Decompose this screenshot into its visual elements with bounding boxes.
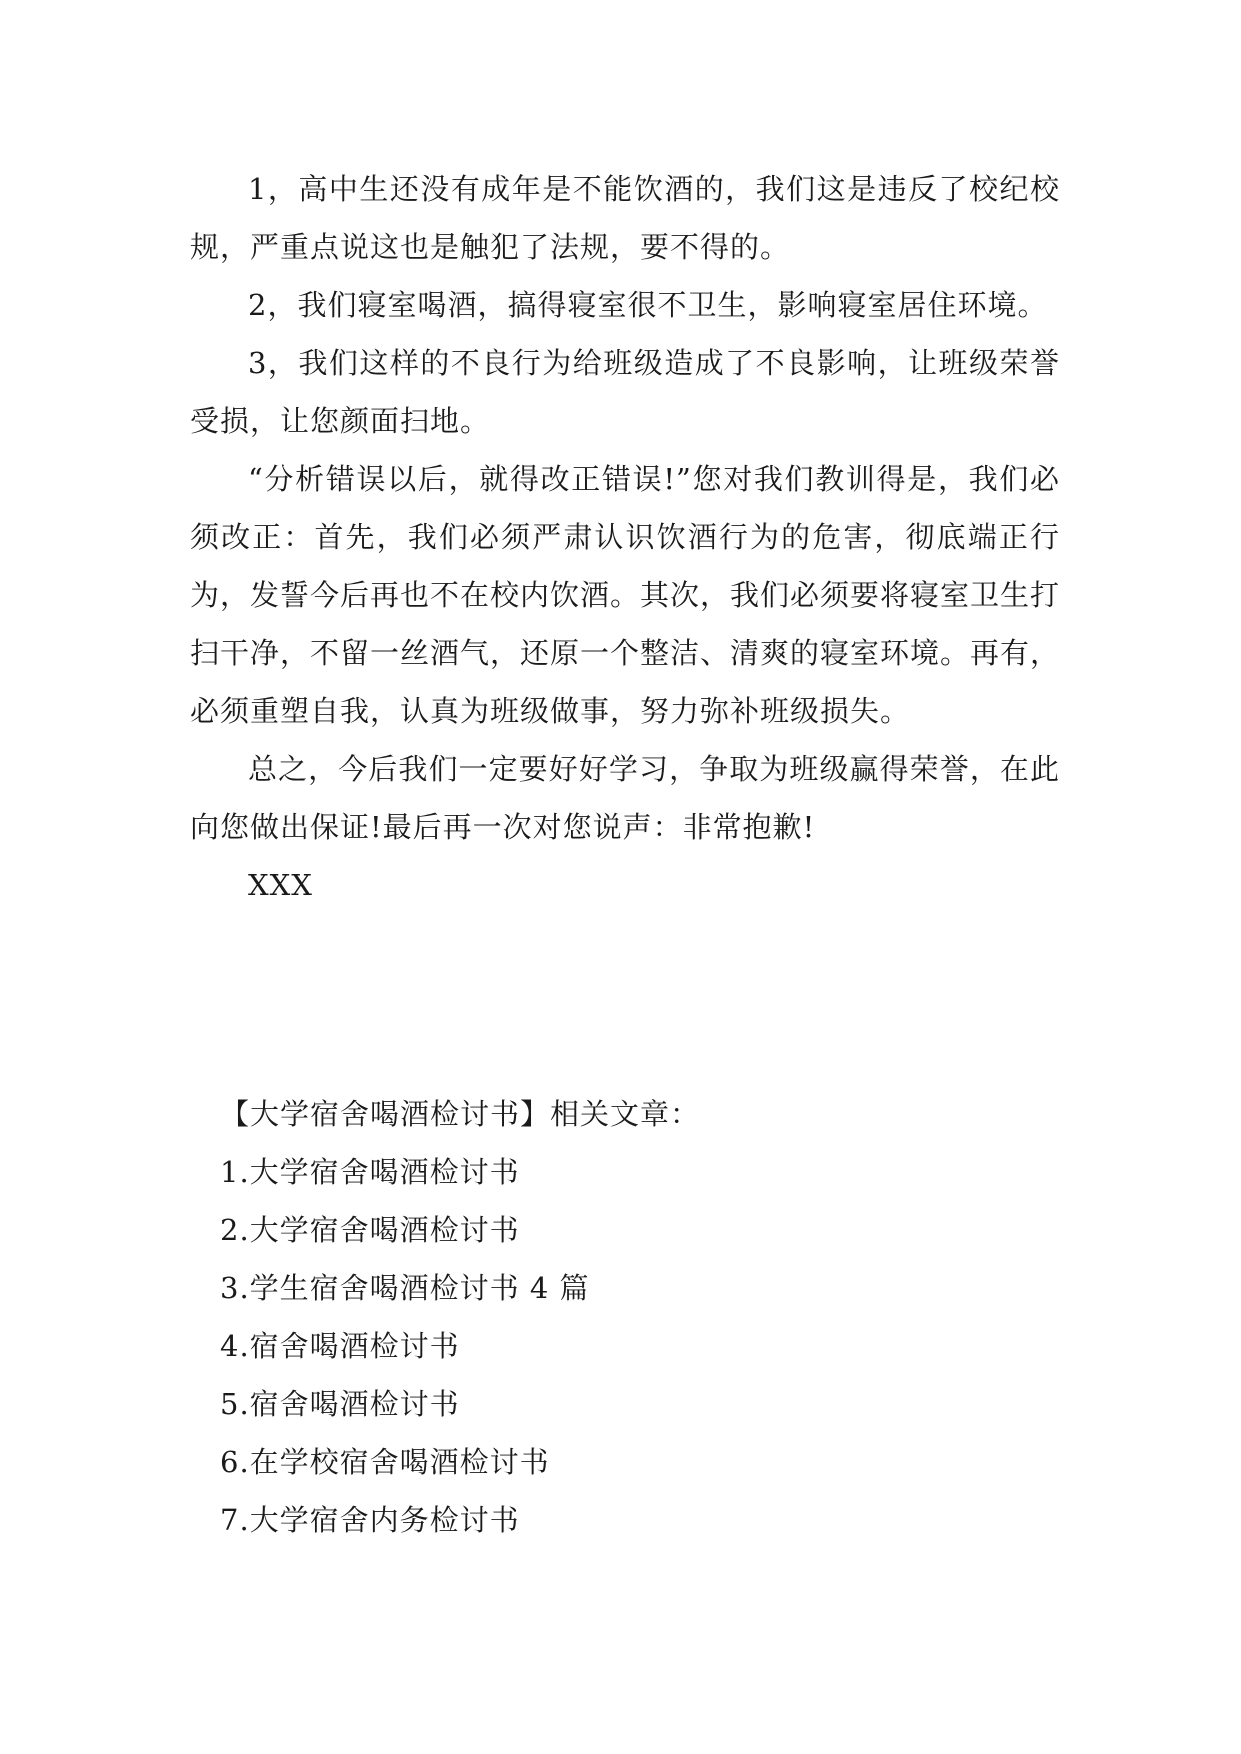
related-articles [218, 1085, 1058, 1549]
related-articles-list [218, 1143, 1058, 1549]
related-article-link[interactable]: 1.大学宿舍喝酒检讨书 [220, 1155, 520, 1189]
signature: XXX [248, 868, 313, 902]
paragraph-point-2: 2，我们寝室喝酒，搞得寝室很不卫生，影响寝室居住环境。 [248, 288, 1048, 322]
document-body [190, 160, 1060, 914]
paragraph-corrections: “分析错误以后，就得改正错误!”您对我们教训得是，我们必须改正：首先，我们必须严肃认识饮酒行为的危害，彻底端正行为，发誓今后再也不在校内饮酒。其次，我们必须要将寝室卫生打扫干净，不留一丝酒气，还原一个整洁、清爽的寝室环境。再有，必须重塑自我，认真为班级做事，努力弥补班级损失。 [190, 462, 1061, 728]
paragraph-point-3: 3，我们这样的不良行为给班级造成了不良影响，让班级荣誉受损，让您颜面扫地。 [190, 346, 1060, 438]
related-article-link[interactable]: 6.在学校宿舍喝酒检讨书 [220, 1445, 550, 1479]
related-articles-heading: 【大学宿舍喝酒检讨书】相关文章： [220, 1097, 701, 1131]
related-article-link[interactable]: 3.学生宿舍喝酒检讨书 4 篇 [220, 1271, 590, 1305]
paragraph-point-1: 1，高中生还没有成年是不能饮酒的，我们这是违反了校纪校规，严重点说这也是触犯了法规，要不得的。 [190, 172, 1060, 264]
related-article-link[interactable]: 4.宿舍喝酒检讨书 [220, 1329, 460, 1363]
paragraph-conclusion: 总之，今后我们一定要好好学习，争取为班级赢得荣誉，在此向您做出保证!最后再一次对您说声：非常抱歉! [190, 752, 1060, 844]
related-article-link[interactable]: 2.大学宿舍喝酒检讨书 [220, 1213, 520, 1247]
related-article-link[interactable]: 5.宿舍喝酒检讨书 [220, 1387, 460, 1421]
related-article-link[interactable]: 7.大学宿舍内务检讨书 [220, 1503, 520, 1537]
